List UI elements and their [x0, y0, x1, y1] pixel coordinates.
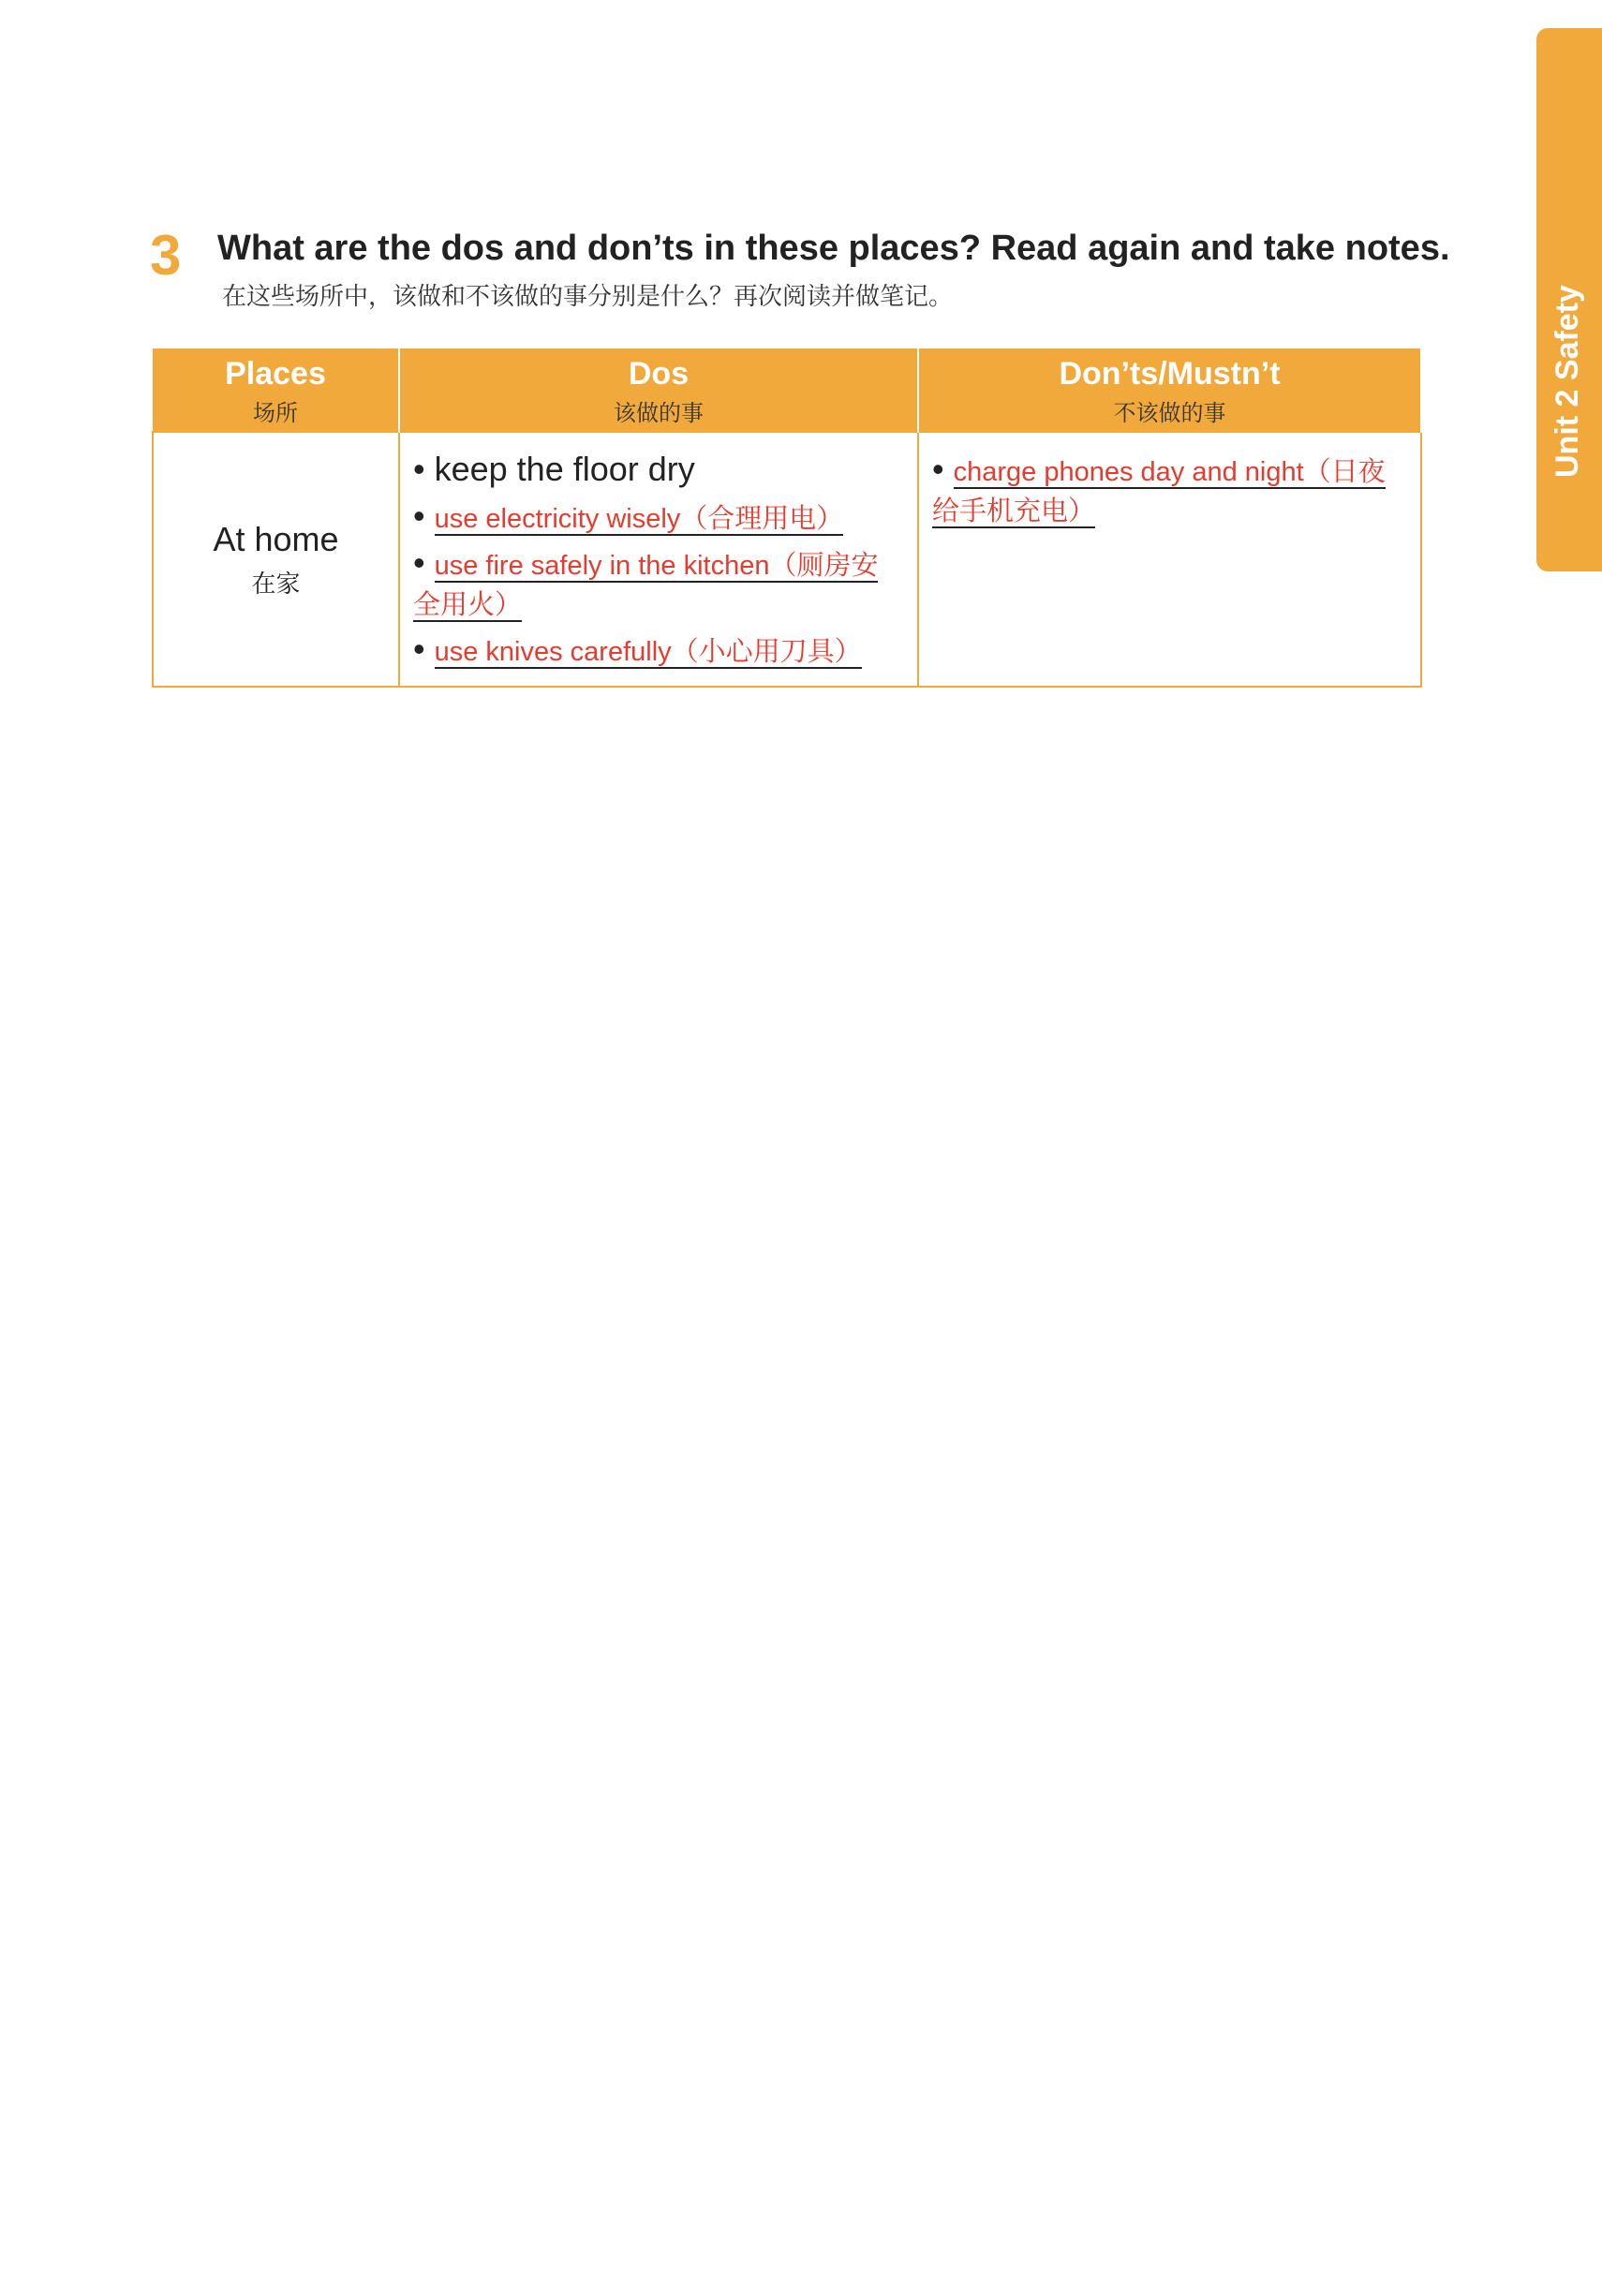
donts-cell-home [918, 432, 1421, 687]
donts-home-answer: charge phones day and night（日夜给手机充电） [932, 457, 1386, 526]
header-donts-cn: 不该做的事 [1113, 401, 1226, 426]
dos-home-answer: use electricity wisely（合理用电） [434, 504, 844, 534]
unit-side-tab-label: Unit 2 Safety [1550, 285, 1585, 478]
header-donts [918, 348, 1421, 432]
dos-cell-home [399, 432, 918, 687]
header-places-cn: 场所 [253, 401, 298, 426]
exercise-number: 3 [150, 224, 182, 287]
header-places-en: Places [225, 356, 326, 392]
table-header-row [153, 348, 1421, 432]
place-home-cn: 在家 [251, 569, 301, 598]
header-places [153, 348, 399, 432]
exercise-title: What are the dos and don’ts in these places? Read again and take notes. [217, 229, 1450, 268]
place-cell-home [153, 432, 399, 687]
header-dos-cn: 该做的事 [614, 401, 704, 426]
dos-home-text: keep the floor dry [434, 450, 695, 488]
dos-home-item: • use fire safely in the kitchen（厕房安全用火） [413, 543, 879, 620]
donts-home-item: • charge phones day and night（日夜给手机充电） [932, 450, 1386, 526]
header-dos [399, 348, 918, 432]
header-dos-en: Dos [628, 356, 690, 392]
dos-home-answer: use knives carefully（小心用刀具） [434, 637, 862, 667]
place-home: At home [213, 519, 339, 558]
dos-home-item: • use electricity wisely（合理用电） [413, 496, 844, 535]
header-donts-en: Don’ts/Mustn’t [1059, 356, 1281, 392]
dos-home-item: • keep the floor dry [413, 450, 695, 488]
notes-table [152, 348, 1422, 688]
table-row-home [153, 432, 1421, 687]
dos-home-answer: use fire safely in the kitchen（厕房安全用火） [413, 551, 879, 620]
unit-side-tab [1536, 28, 1602, 571]
dos-home-item: • use knives carefully（小心用刀具） [413, 630, 862, 668]
exercise-subtitle: 在这些场所中，该做和不该做的事分别是什么？再次阅读并做笔记。 [222, 283, 954, 311]
